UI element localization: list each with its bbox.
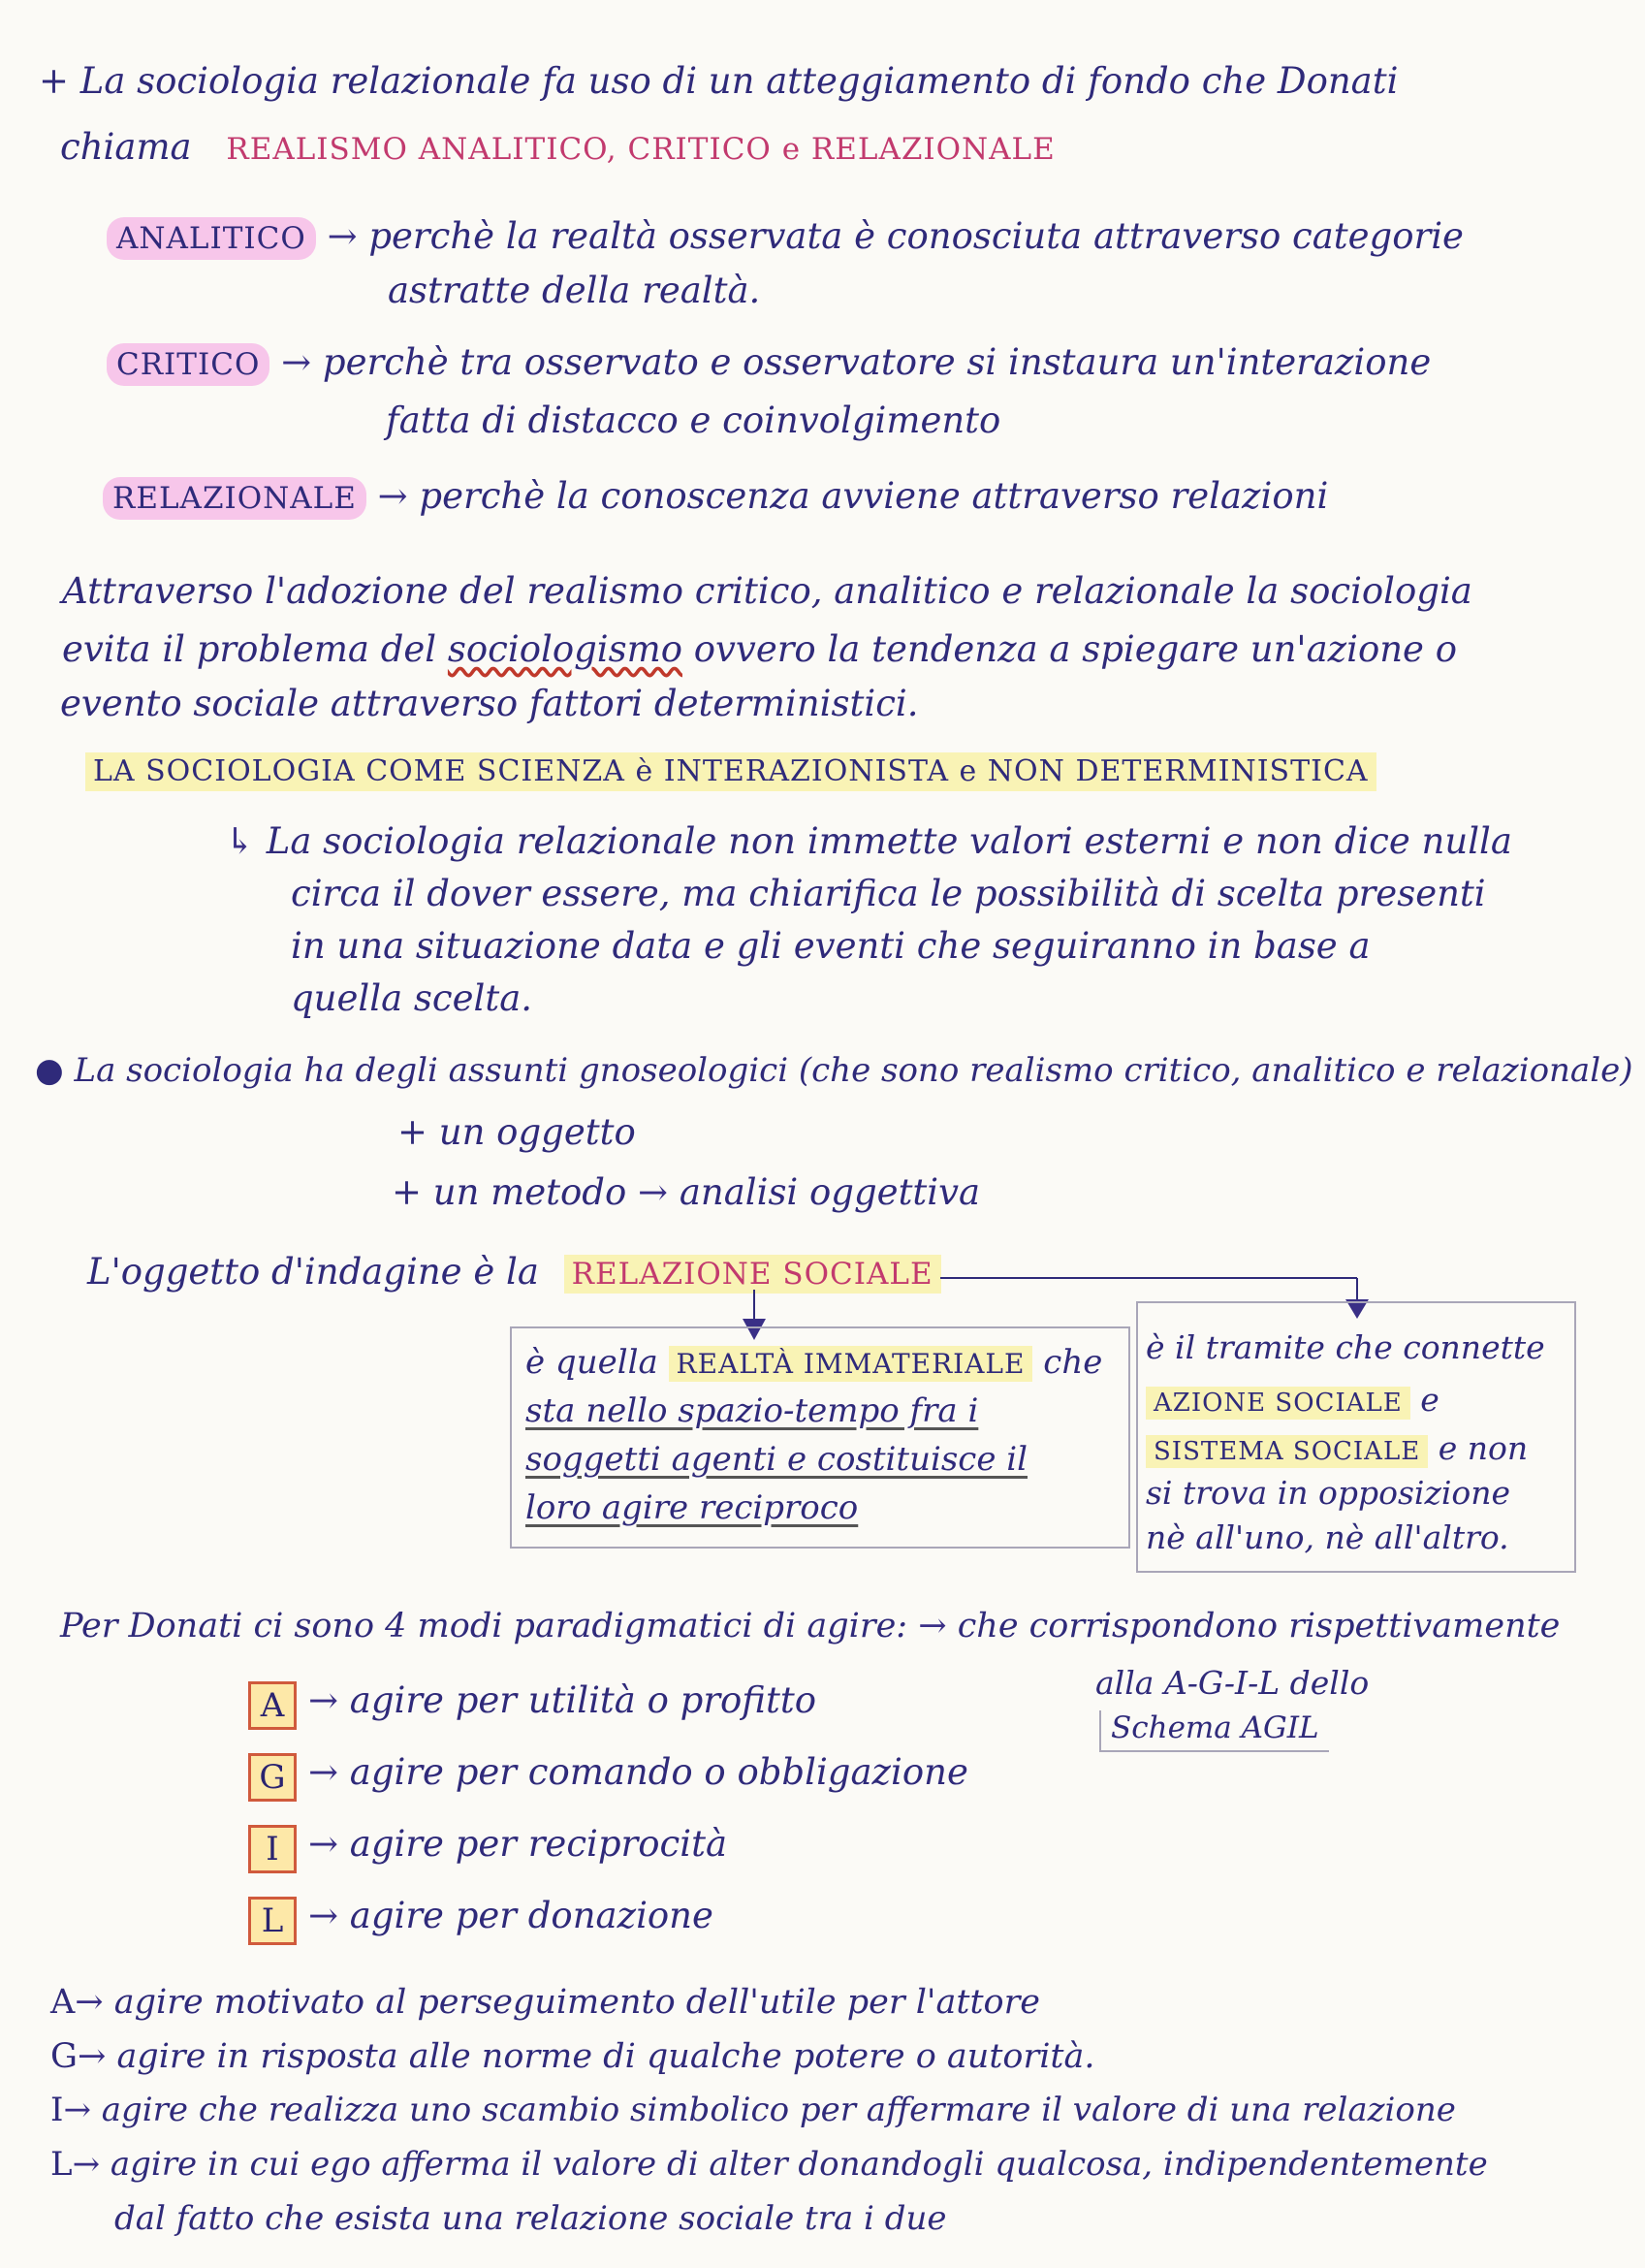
box-right-line-5: nè all'uno, nè all'altro. bbox=[1146, 1518, 1509, 1556]
heading-interazionista: LA SOCIOLOGIA COME SCIENZA è INTERAZIONISTA e NON DETERMINISTICA bbox=[85, 752, 1376, 791]
box-right-line-1: è il tramite che connette bbox=[1146, 1328, 1545, 1366]
critico-text-2: fatta di distacco e coinvolgimento bbox=[386, 399, 1001, 441]
analitico-text-2: astratte della realtà. bbox=[388, 270, 761, 311]
definition-i-text: agire che realizza uno scambio simbolico per affermare il valore di una relazione bbox=[101, 2091, 1456, 2129]
arrow-icon: → bbox=[77, 2037, 107, 2076]
definition-l-text: agire in cui ego afferma il valore di alter donandogli qualcosa, indipendentemente bbox=[110, 2145, 1488, 2184]
return-arrow-icon: ↳ bbox=[225, 820, 256, 862]
mode-letter-g: G bbox=[248, 1753, 297, 1802]
intro-prefix: chiama bbox=[60, 126, 192, 168]
analisi-text: analisi oggettiva bbox=[679, 1171, 981, 1213]
donati-side-2: alla A-G-I-L dello bbox=[1095, 1664, 1370, 1702]
definition-g bbox=[50, 2036, 1094, 2077]
box-left-line-3: soggetti agenti e costituisce il bbox=[525, 1440, 1028, 1479]
arrow-icon: → bbox=[308, 1895, 339, 1936]
para1-line-2b: ovvero la tendenza a spiegare un'azione o bbox=[693, 628, 1457, 670]
definition-a bbox=[50, 1982, 1040, 2023]
realta-immateriale-term: REALTÀ IMMATERIALE bbox=[669, 1346, 1033, 1382]
box-right-l3b: e non bbox=[1438, 1429, 1529, 1467]
arrow-icon: → bbox=[281, 341, 312, 383]
mode-i-text bbox=[308, 1823, 727, 1866]
mode-letter-i: I bbox=[248, 1825, 297, 1873]
para2-line-3: in una situazione data e gli eventi che seguiranno in base a bbox=[291, 925, 1371, 967]
definition-a-text: agire motivato al perseguimento dell'utile per l'attore bbox=[113, 1983, 1041, 2022]
bullet-text: La sociologia ha degli assunti gnoseologici (che sono realismo critico, analitico e relazionale) bbox=[74, 1051, 1633, 1090]
donati-side-3: Schema AGIL bbox=[1099, 1710, 1329, 1752]
box-right-l2b: e bbox=[1420, 1381, 1439, 1419]
definition-l-letter: L bbox=[50, 2145, 73, 2184]
oggetto-prefix: L'oggetto d'indagine è la bbox=[87, 1251, 539, 1293]
sistema-sociale-term: SISTEMA SOCIALE bbox=[1146, 1435, 1428, 1468]
mode-letter-a: A bbox=[248, 1681, 297, 1730]
box-left-line-1 bbox=[525, 1343, 1102, 1383]
intro-line-1: + La sociologia relazionale fa uso di un atteggiamento di fondo che Donati bbox=[39, 60, 1399, 102]
relazione-sociale-term: RELAZIONE SOCIALE bbox=[564, 1255, 941, 1294]
critico-text-1: perchè tra osservato e osservatore si instaura un'interazione bbox=[322, 341, 1432, 383]
donati-side-1: che corrispondono rispettivamente bbox=[957, 1607, 1561, 1645]
sociologismo-word: sociologismo bbox=[447, 628, 682, 670]
definition-i-letter: I bbox=[50, 2091, 64, 2129]
definition-l bbox=[50, 2145, 1488, 2185]
definition-tail: dal fatto che esista una relazione sociale tra i due bbox=[114, 2199, 947, 2238]
arrow-icon: → bbox=[72, 2145, 101, 2184]
term-critico: CRITICO bbox=[107, 343, 269, 386]
mode-l-label: agire per donazione bbox=[349, 1895, 713, 1936]
mode-letter-l: L bbox=[248, 1897, 297, 1945]
box-right-line-3 bbox=[1146, 1429, 1528, 1468]
analitico-text-1: perchè la realtà osservata è conosciuta attraverso categorie bbox=[368, 215, 1464, 257]
donati-line-1 bbox=[60, 1606, 1560, 1646]
box-left-line-4: loro agire reciproco bbox=[525, 1488, 859, 1527]
box-right-line-2 bbox=[1146, 1381, 1439, 1420]
para2-line-2: circa il dover essere, ma chiarifica le possibilità di scelta presenti bbox=[291, 873, 1486, 914]
arrow-icon: → bbox=[308, 1751, 339, 1793]
para2-line-1-text: La sociologia relazionale non immette valori esterni e non dice nulla bbox=[266, 820, 1512, 862]
azione-sociale-term: AZIONE SOCIALE bbox=[1146, 1387, 1410, 1420]
para1-line-3: evento sociale attraverso fattori deterministici. bbox=[60, 683, 919, 724]
para2-line-4: quella scelta. bbox=[291, 977, 533, 1019]
box-right-line-4: si trova in opposizione bbox=[1146, 1474, 1511, 1512]
arrow-icon: → bbox=[308, 1679, 339, 1721]
arrow-icon: → bbox=[63, 2091, 91, 2129]
mode-g-label: agire per comando o obbligazione bbox=[349, 1751, 968, 1793]
metodo-text: + un metodo bbox=[392, 1171, 627, 1213]
mode-i-label: agire per reciprocità bbox=[349, 1823, 728, 1865]
term-relazionale: RELAZIONALE bbox=[103, 477, 366, 520]
definition-i bbox=[50, 2091, 1456, 2130]
donati-text: Per Donati ci sono 4 modi paradigmatici di agire: bbox=[60, 1607, 908, 1645]
arrow-icon: → bbox=[75, 1983, 104, 2022]
relazionale-text-1: perchè la conoscenza avviene attraverso relazioni bbox=[419, 475, 1329, 517]
definition-a-letter: A bbox=[50, 1983, 76, 2022]
mode-g-text bbox=[308, 1751, 968, 1794]
mode-l-text bbox=[308, 1895, 713, 1937]
bullet-dot-icon: ● bbox=[35, 1051, 64, 1090]
box-left-l1b: che bbox=[1043, 1343, 1103, 1382]
arrow-icon: → bbox=[638, 1171, 669, 1213]
definition-g-letter: G bbox=[50, 2037, 78, 2076]
arrow-icon: → bbox=[308, 1823, 339, 1865]
definition-g-text: agire in risposta alle norme di qualche potere o autorità. bbox=[116, 2037, 1095, 2076]
para1-line-1: Attraverso l'adozione del realismo critico, analitico e relazionale la sociologia bbox=[62, 570, 1472, 612]
term-analitico: ANALITICO bbox=[107, 217, 316, 260]
arrow-icon: → bbox=[918, 1607, 947, 1645]
mode-a-label: agire per utilità o profitto bbox=[349, 1679, 816, 1721]
bullet-item-oggetto: + un oggetto bbox=[397, 1111, 636, 1153]
arrow-icon: → bbox=[377, 475, 408, 517]
para1-line-2a: evita il problema del bbox=[62, 628, 437, 670]
realism-term: REALISMO ANALITICO, CRITICO e RELAZIONALE bbox=[226, 132, 1056, 167]
arrow-icon: → bbox=[327, 215, 358, 257]
mode-a-text bbox=[308, 1679, 816, 1722]
box-left-line-2: sta nello spazio-tempo fra i bbox=[525, 1391, 979, 1430]
box-left-l1a: è quella bbox=[525, 1343, 658, 1382]
